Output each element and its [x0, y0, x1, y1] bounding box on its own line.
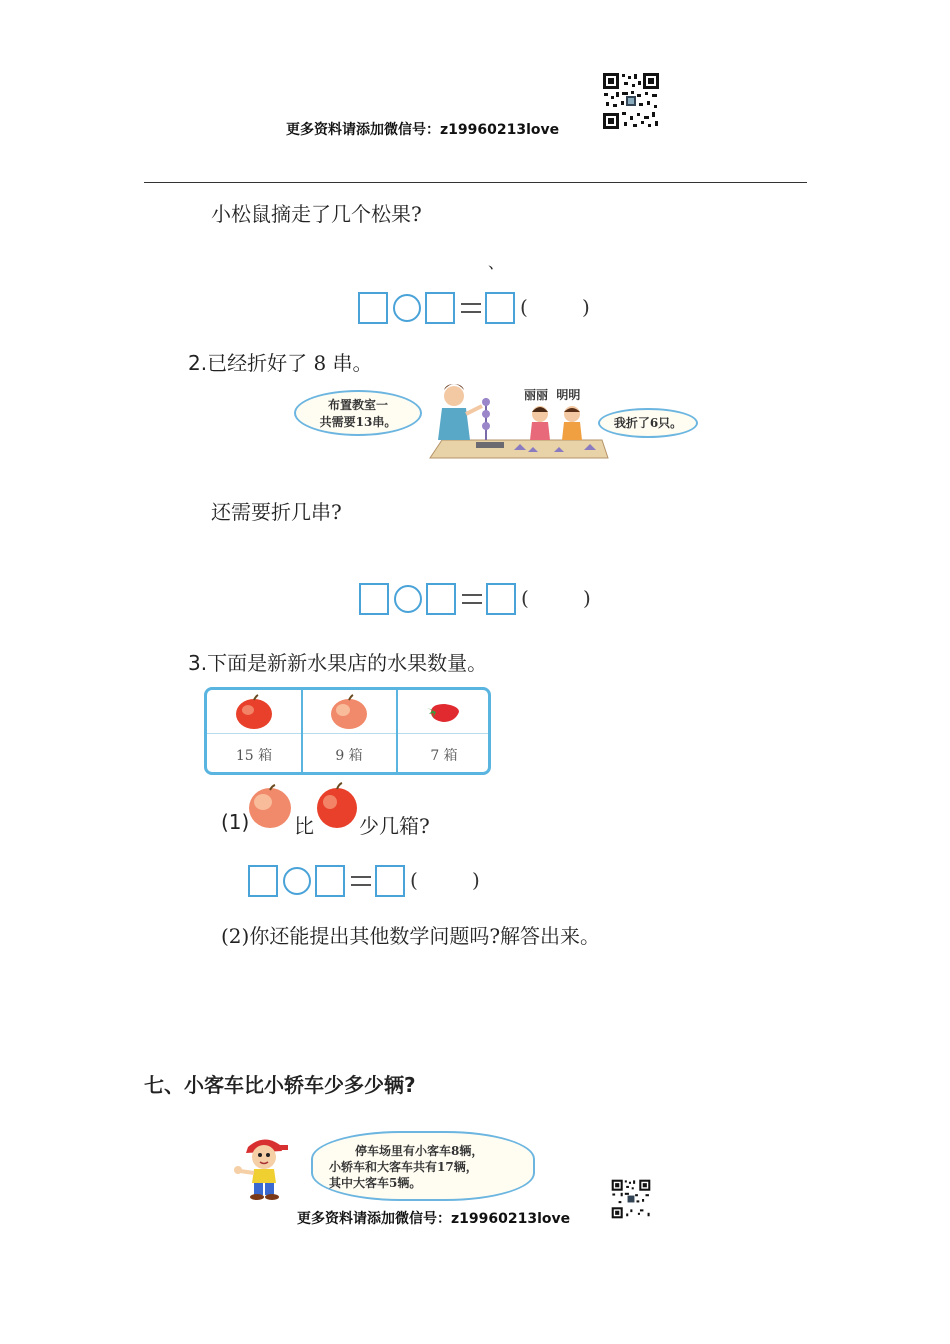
- sub1-question-end: 少几箱?: [359, 814, 430, 838]
- stray-mark: 、: [488, 253, 505, 272]
- fruit-cell-apple: [207, 690, 301, 772]
- classroom-illustration: [292, 378, 702, 462]
- equation-row-1: [358, 292, 598, 328]
- teacher-speech-bubble: 布置教室一 共需要13串。: [294, 390, 422, 436]
- peach-icon: [329, 694, 369, 730]
- operator-circle[interactable]: [394, 585, 422, 613]
- sub2-question: (2)你还能提出其他数学问题吗?解答出来。: [221, 924, 601, 948]
- section7-title: 七、小客车比小轿车少多少辆?: [144, 1073, 416, 1097]
- kids-speech-bubble: 我折了6只。: [598, 408, 698, 438]
- operator-circle[interactable]: [393, 294, 421, 322]
- section7-speech-bubble: 停车场里有小客车8辆， 小轿车和大客车共有17辆， 其中大客车5辆。: [311, 1131, 535, 1201]
- unit-paren-close: ): [472, 868, 480, 892]
- qr-code-icon: [602, 72, 660, 130]
- problem1-question: 小松鼠摘走了几个松果?: [211, 202, 422, 226]
- answer-box[interactable]: [485, 292, 515, 324]
- apple-icon: [234, 694, 274, 730]
- fruit-quantity: 7 箱: [430, 748, 458, 764]
- unit-paren-open: (: [520, 295, 528, 319]
- boy-character-icon: [230, 1133, 300, 1203]
- header-contact-text: 更多资料请添加微信号：z19960213love: [286, 122, 560, 138]
- problem2-statement: 2.已经折好了 8 串。: [188, 351, 373, 375]
- answer-box[interactable]: [248, 865, 278, 897]
- answer-box[interactable]: [375, 865, 405, 897]
- fruit-cell-strawberry: [397, 690, 491, 772]
- sub1-compare-word: 比: [294, 814, 314, 838]
- equals-sign: [461, 303, 481, 313]
- fruit-quantity: 15 箱: [235, 748, 273, 764]
- unit-paren-open: (: [410, 868, 418, 892]
- fruit-table: [204, 687, 491, 775]
- equation-row-2: [359, 583, 599, 619]
- apple-icon: [315, 782, 359, 830]
- answer-box[interactable]: [425, 292, 455, 324]
- qr-code-icon: [611, 1179, 651, 1219]
- peach-icon: [247, 784, 293, 830]
- unit-paren-open: (: [521, 586, 529, 610]
- answer-box[interactable]: [358, 292, 388, 324]
- answer-box[interactable]: [426, 583, 456, 615]
- answer-box[interactable]: [359, 583, 389, 615]
- footer-contact-text: 更多资料请添加微信号：z19960213love: [297, 1211, 571, 1227]
- fruit-quantity: 9 箱: [335, 748, 363, 764]
- answer-box[interactable]: [486, 583, 516, 615]
- problem2-question: 还需要折几串?: [211, 500, 342, 524]
- unit-paren-close: ): [582, 295, 590, 319]
- sub1-label: (1): [221, 810, 250, 834]
- equals-sign: [351, 876, 371, 886]
- fruit-cell-peach: [302, 690, 396, 772]
- answer-box[interactable]: [315, 865, 345, 897]
- header-divider: [144, 182, 807, 183]
- equation-row-3: [248, 865, 488, 901]
- equals-sign: [462, 594, 482, 604]
- problem3-statement: 3.下面是新新水果店的水果数量。: [188, 651, 488, 675]
- unit-paren-close: ): [583, 586, 591, 610]
- strawberry-icon: [425, 700, 463, 724]
- operator-circle[interactable]: [283, 867, 311, 895]
- kid-names-label: 丽丽 明明: [524, 388, 581, 402]
